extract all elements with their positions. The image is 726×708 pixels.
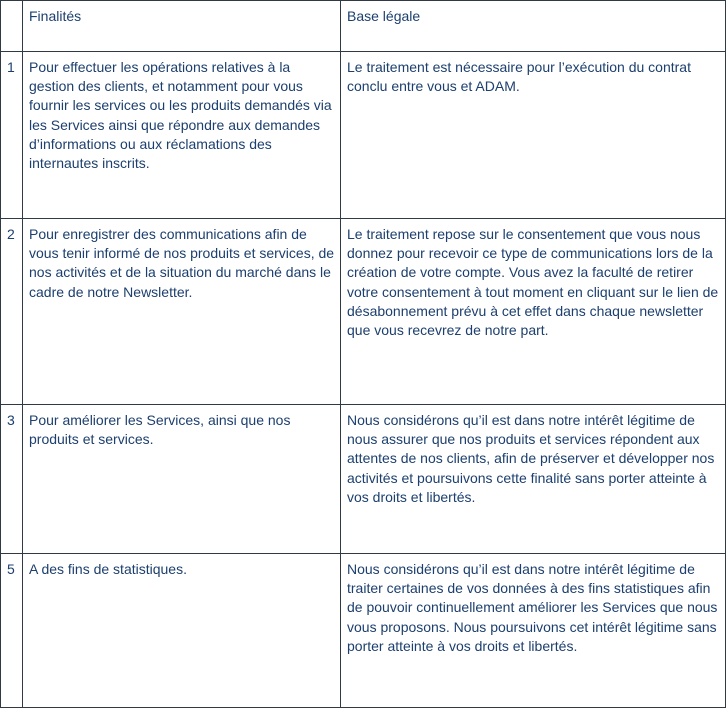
row-number: 3 <box>1 405 23 554</box>
header-finalites: Finalités <box>23 1 341 52</box>
base-legale-cell: Le traitement est nécessaire pour l’exécution du contrat conclu entre vous et ADAM. <box>341 52 726 219</box>
row-number: 2 <box>1 219 23 405</box>
table-row <box>1 219 726 405</box>
finalite-cell: A des fins de statistiques. <box>23 554 341 708</box>
table-header-row <box>1 1 726 52</box>
table-row <box>1 554 726 708</box>
finalite-cell: Pour effectuer les opérations relatives à la gestion des clients, et notamment pour vous fournir les services ou les produits demandés via les Services ainsi que répondre aux demandes d’informations ou aux réclamations des internautes inscrits. <box>23 52 341 219</box>
row-number: 5 <box>1 554 23 708</box>
base-legale-cell: Le traitement repose sur le consentement que vous nous donnez pour recevoir ce type de communications lors de la création de votre compte. Vous avez la faculté de retirer votre consentement à tout moment en cliquant sur le lien de désabonnement prévu à cet effet dans chaque newsletter que vous recevrez de notre part. <box>341 219 726 405</box>
base-legale-cell: Nous considérons qu’il est dans notre intérêt légitime de nous assurer que nos produits et services répondent aux attentes de nos clients, afin de préserver et développer nos activités et poursuivons cette finalité sans porter atteinte à vos droits et libertés. <box>341 405 726 554</box>
table-row <box>1 52 726 219</box>
header-base-legale: Base légale <box>341 1 726 52</box>
base-legale-cell: Nous considérons qu’il est dans notre intérêt légitime de traiter certaines de vos données à des fins statistiques afin de pouvoir continuellement améliorer les Services que nous vous proposons. Nous poursuivons cet intérêt légitime sans porter atteinte à vos droits et libertés. <box>341 554 726 708</box>
table-row <box>1 405 726 554</box>
row-number: 1 <box>1 52 23 219</box>
finalite-cell: Pour améliorer les Services, ainsi que nos produits et services. <box>23 405 341 554</box>
finalite-cell: Pour enregistrer des communications afin de vous tenir informé de nos produits et services, de nos activités et de la situation du marché dans le cadre de notre Newsletter. <box>23 219 341 405</box>
header-num-cell <box>1 1 23 52</box>
